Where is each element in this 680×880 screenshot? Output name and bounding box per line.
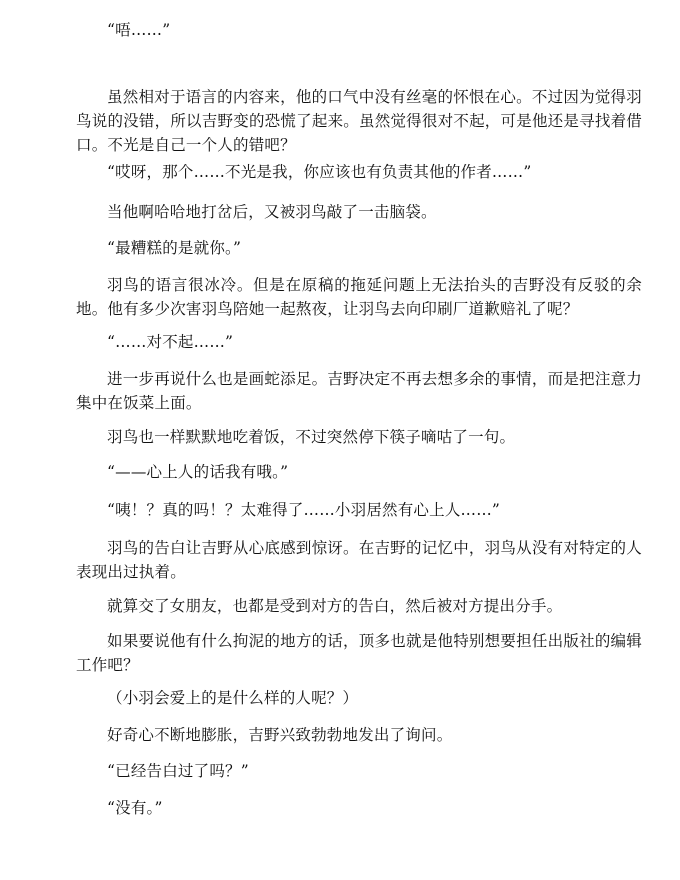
paragraph-2: 虽然相对于语言的内容来，他的口气中没有丝毫的怀恨在心。不过因为觉得羽鸟说的没错，所以吉野变的恐慌了起来。虽然觉得很对不起，可是他还是寻找着借口。不光是自己一个人的错吧？ bbox=[76, 88, 642, 154]
paragraph-15: （小羽会爱上的是什么样的人呢？） bbox=[107, 689, 359, 707]
paragraph-18: “没有。” bbox=[107, 799, 163, 817]
paragraph-11: “咦！？真的吗！？太难得了……小羽居然有心上人……” bbox=[107, 501, 501, 519]
paragraph-8: 进一步再说什么也是画蛇添足。吉野决定不再去想多余的事情，而是把注意力集中在饭菜上面。 bbox=[76, 370, 642, 412]
paragraph-1: “唔……” bbox=[107, 21, 171, 39]
paragraph-16: 好奇心不断地膨胀，吉野兴致勃勃地发出了询问。 bbox=[107, 726, 453, 744]
paragraph-6: 羽鸟的语言很冰冷。但是在原稿的拖延问题上无法抬头的吉野没有反驳的余地。他有多少次害羽鸟陪她一起熬夜，让羽鸟去向印刷厂道歉赔礼了呢？ bbox=[76, 276, 642, 318]
paragraph-14: 如果要说他有什么拘泥的地方的话，顶多也就是他特别想要担任出版社的编辑工作吧？ bbox=[76, 632, 642, 674]
paragraph-4: 当他啊哈哈地打岔后，又被羽鸟敲了一击脑袋。 bbox=[107, 203, 437, 221]
paragraph-17: “已经告白过了吗？” bbox=[107, 762, 249, 780]
paragraph-9: 羽鸟也一样默默地吃着饭，不过突然停下筷子嘀咕了一句。 bbox=[107, 428, 516, 446]
paragraph-3: “哎呀，那个……不光是我，你应该也有负责其他的作者……” bbox=[107, 163, 532, 181]
paragraph-13: 就算交了女朋友，也都是受到对方的告白，然后被对方提出分手。 bbox=[107, 597, 563, 615]
paragraph-5: “最糟糕的是就你。” bbox=[107, 239, 242, 257]
paragraph-7: “……对不起……” bbox=[107, 333, 234, 351]
paragraph-12: 羽鸟的告白让吉野从心底感到惊讶。在吉野的记忆中，羽鸟从没有对特定的人表现出过执着。 bbox=[76, 539, 642, 581]
paragraph-10: “——心上人的话我有哦。” bbox=[107, 463, 289, 481]
